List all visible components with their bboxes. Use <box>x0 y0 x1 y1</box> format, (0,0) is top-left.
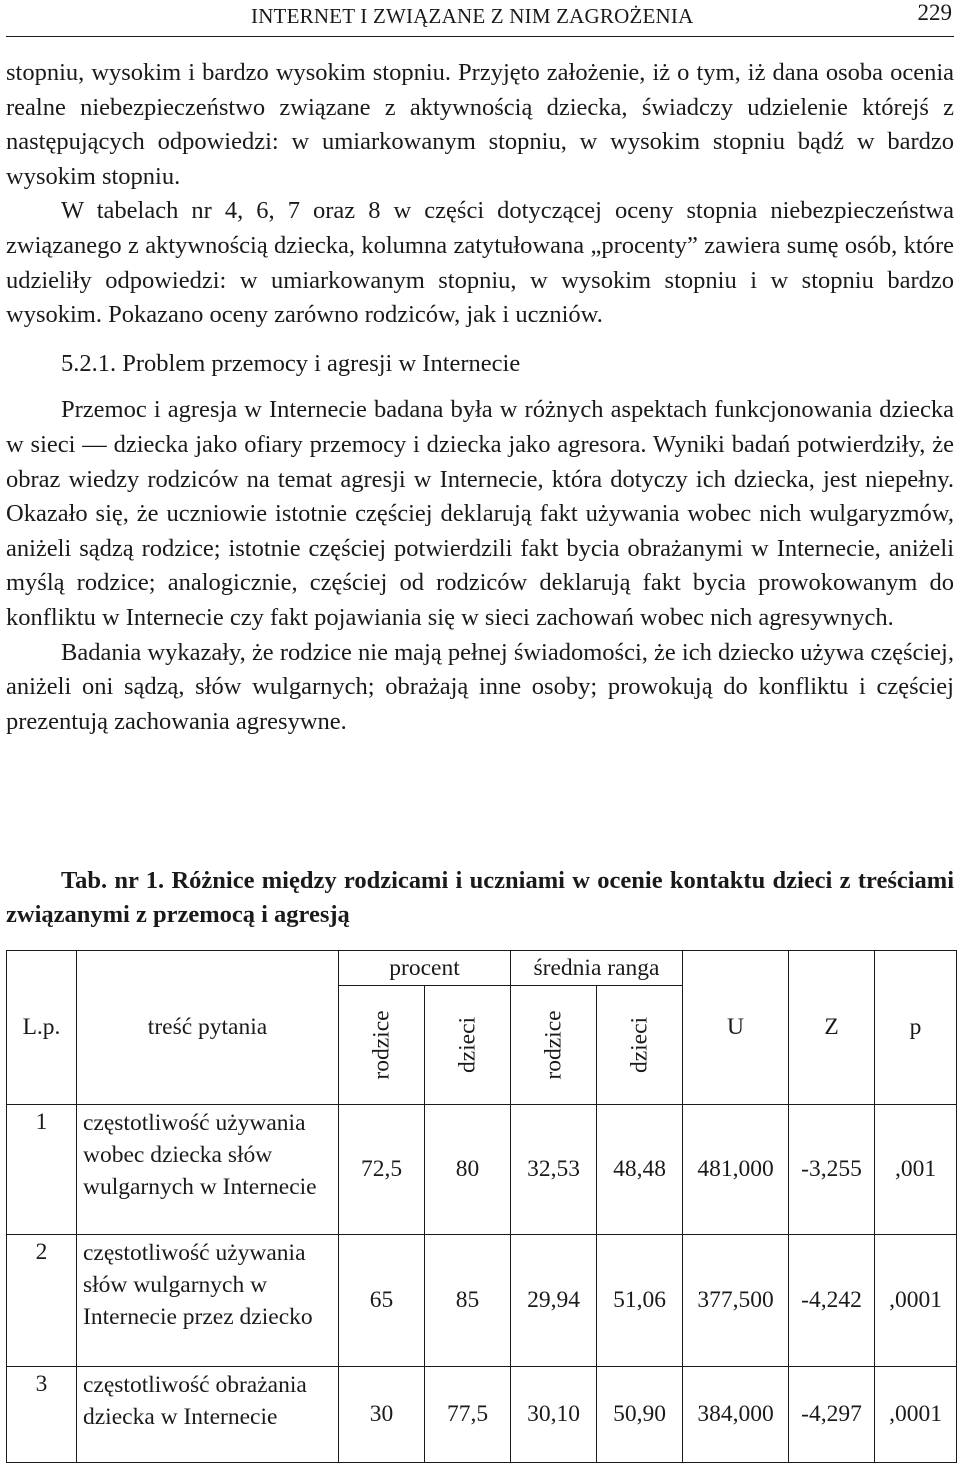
body-text <box>6 56 954 739</box>
cell-p: ,0001 <box>875 1367 957 1463</box>
cell-lp: 2 <box>7 1235 77 1367</box>
header-rank-dzieci-label: dzieci <box>626 1016 652 1074</box>
cell-rank-dzieci: 50,90 <box>597 1367 683 1463</box>
cell-z: -4,297 <box>789 1367 875 1463</box>
header-proc-rodzice <box>339 986 425 1105</box>
paragraph-4: Badania wykazały, że rodzice nie mają pełnej świadomości, że ich dziecko używa częściej, aniżeli oni sądzą, słów wulgarnych; obrażają inne osoby; prowokują do konfliktu i częściej prezentują zachowania agresywne. <box>6 638 954 735</box>
cell-u: 384,000 <box>683 1367 789 1463</box>
cell-rank-rodzice: 29,94 <box>511 1235 597 1367</box>
header-lp: L.p. <box>7 951 77 1105</box>
cell-question: częstotliwość używania słów wulgarnych w Internecie przez dziecko <box>77 1235 339 1367</box>
table-caption <box>6 864 954 932</box>
paragraph-3: Przemoc i agresja w Internecie badana była w różnych aspektach funkcjonowania dziecka w sieci — dziecka jako ofiary przemocy i dziecka jako agresora. Wyniki badań potwierdziły, że obraz wiedzy rodziców na temat agresji w Internecie, która dotyczy ich dziecka, jest niepełny. Okazało się, że uczniowie istotnie częściej deklarują fakt używania wobec nich wulgaryzmów, aniżeli sądzą rodzice; istotnie częściej potwierdzili fakt bycia obrażanymi w Internecie, aniżeli myślą rodzice; analogicznie, częściej od rodziców deklarują fakt bycia prowokowanym do konfliktu w Internecie czy fakt pojawiania się w sieci zachowań wobec nich agresywnych. <box>6 396 954 631</box>
header-group-rank: średnia ranga <box>511 951 683 986</box>
cell-proc-rodzice: 30 <box>339 1367 425 1463</box>
page-number: 229 <box>917 0 952 25</box>
table-caption-lead: Tab. nr 1. <box>61 867 165 894</box>
cell-p: ,0001 <box>875 1235 957 1367</box>
table-row <box>7 1367 957 1463</box>
cell-z: -3,255 <box>789 1105 875 1235</box>
table-row <box>7 1235 957 1367</box>
header-group-procent: procent <box>339 951 511 986</box>
header-u: U <box>683 951 789 1105</box>
cell-proc-dzieci: 85 <box>425 1235 511 1367</box>
table-row <box>7 1105 957 1235</box>
results-table <box>6 950 957 1463</box>
running-title: INTERNET I ZWIĄZANE Z NIM ZAGROŻENIA <box>251 4 694 28</box>
header-proc-dzieci <box>425 986 511 1105</box>
header-z: Z <box>789 951 875 1105</box>
cell-proc-dzieci: 80 <box>425 1105 511 1235</box>
cell-rank-dzieci: 48,48 <box>597 1105 683 1235</box>
cell-lp: 1 <box>7 1105 77 1235</box>
paragraph-2: W tabelach nr 4, 6, 7 oraz 8 w części dotyczącej oceny stopnia niebezpieczeństwa związanego z aktywnością dziecka, kolumna zatytułowana „procenty” zawiera sumę osób, które udzieliły odpowiedzi: w umiarkowanym stopniu, w wysokim stopniu i w stopniu bardzo wysokim. Pokazano oceny zarówno rodziców, jak i uczniów. <box>6 197 954 329</box>
table-caption-text: Różnice między rodzicami i uczniami w ocenie kontaktu dzieci z treściami związanymi z przemocą i agresją <box>6 867 955 928</box>
section-heading: 5.2.1. Problem przemocy i agresji w Internecie <box>61 349 521 377</box>
paragraph-1: stopniu, wysokim i bardzo wysokim stopniu. Przyjęto założenie, iż o tym, iż dana osoba ocenia realne niebezpieczeństwo związane z aktywnością dziecka, świadczy udzielenie którejś z następujących odpowiedzi: w umiarkowanym stopniu, w wysokim stopniu bądź w bardzo wysokim stopniu. <box>6 59 954 190</box>
header-rank-rodzice-label: rodzice <box>540 1010 566 1080</box>
cell-rank-rodzice: 32,53 <box>511 1105 597 1235</box>
header-proc-rodzice-label: rodzice <box>368 1010 394 1080</box>
cell-proc-rodzice: 65 <box>339 1235 425 1367</box>
cell-rank-dzieci: 51,06 <box>597 1235 683 1367</box>
header-rank-dzieci <box>597 986 683 1105</box>
cell-p: ,001 <box>875 1105 957 1235</box>
cell-question: częstotliwość obrażania dziecka w Internecie <box>77 1367 339 1463</box>
table-header-row-1 <box>7 951 957 986</box>
cell-u: 377,500 <box>683 1235 789 1367</box>
header-rank-rodzice <box>511 986 597 1105</box>
cell-proc-rodzice: 72,5 <box>339 1105 425 1235</box>
header-question: treść pytania <box>77 951 339 1105</box>
cell-z: -4,242 <box>789 1235 875 1367</box>
cell-u: 481,000 <box>683 1105 789 1235</box>
cell-question: częstotliwość używania wobec dziecka słów wulgarnych w Internecie <box>77 1105 339 1235</box>
running-header <box>6 0 954 37</box>
header-p: p <box>875 951 957 1105</box>
header-proc-dzieci-label: dzieci <box>454 1016 480 1074</box>
cell-rank-rodzice: 30,10 <box>511 1367 597 1463</box>
cell-proc-dzieci: 77,5 <box>425 1367 511 1463</box>
cell-lp: 3 <box>7 1367 77 1463</box>
